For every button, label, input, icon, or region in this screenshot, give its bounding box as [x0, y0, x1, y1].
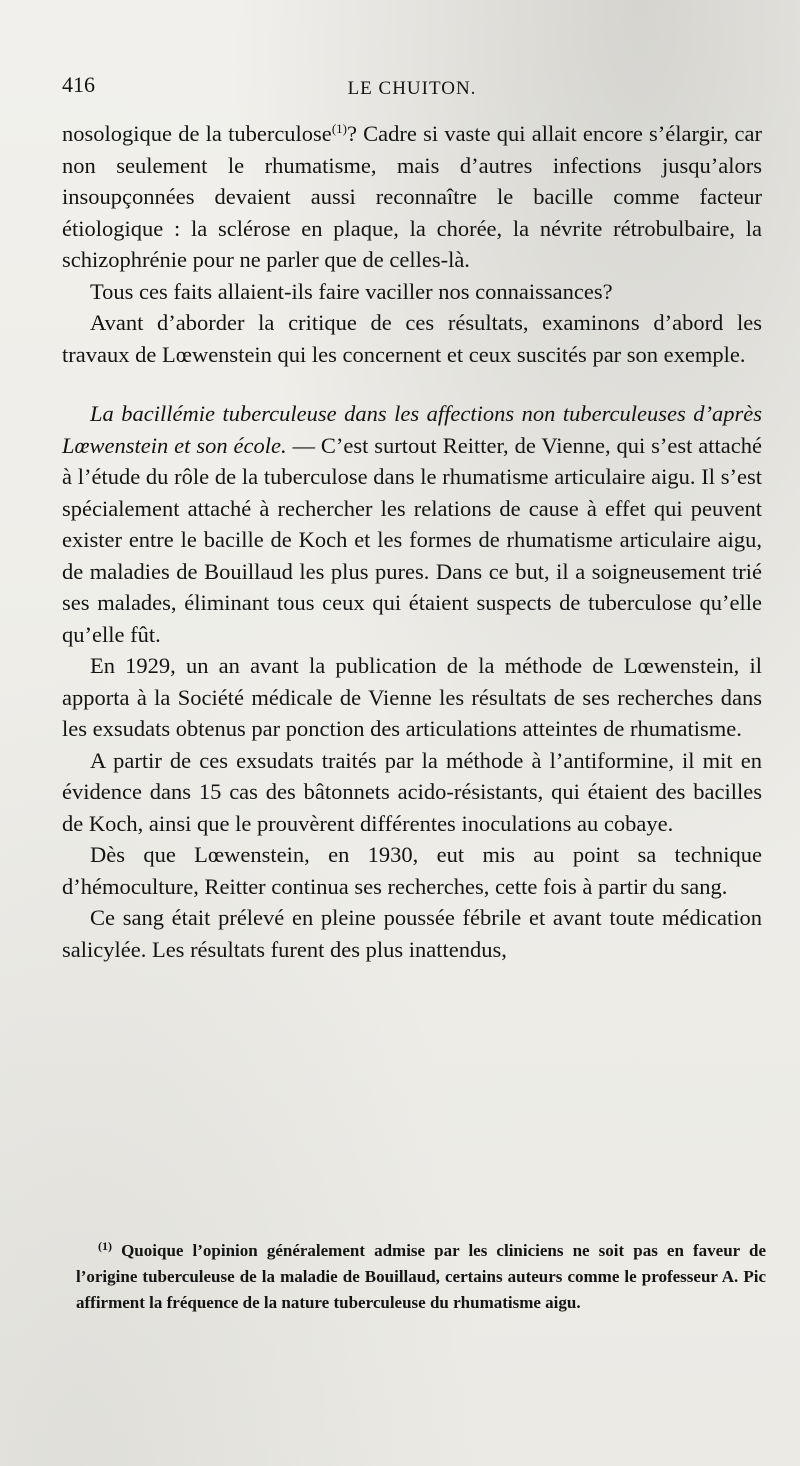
footnote-text: Quoique l’opinion généralement admise par les cliniciens ne soit pas en faveur de l’origine tuberculeuse de la maladie de Bouillaud, certains auteurs comme le professeur A. Pic affirment la fréquence de la nature tuberculeuse du rhumatisme aigu.	[76, 1241, 766, 1312]
page-number: 416	[62, 72, 95, 97]
page-header	[62, 72, 762, 108]
running-head: LE CHUITON.	[347, 78, 477, 99]
paragraph-text: — C’est surtout Reitter, de Vienne, qui s’est attaché à l’étude du rôle de la tuberculose dans le rhumatisme articulaire aigu. Il s’est spécialement attaché à rechercher les relations de cause à effet qui peuvent exister entre le bacille de Koch et les formes de rhumatisme articulaire aigu, de maladies de Bouillaud les plus pures. Dans ce but, il a soigneusement trié ses malades, éliminant tous ceux qui étaient suspects de tuberculose qu’elle qu’elle fût.	[62, 432, 762, 647]
paragraph-text: ? Cadre si vaste qui allait encore s’élargir, car non seulement le rhumatisme, mais d’autres infections jusqu’alors insoupçonnées devaient aussi reconnaître le bacille comme facteur étiologique : la sclérose en plaque, la chorée, la névrite rétrobulbaire, la schizophrénie pour ne parler que de celles-là.	[62, 121, 763, 272]
body-text	[62, 118, 762, 965]
paragraph: Avant d’aborder la critique de ces résultats, examinons d’abord les travaux de Lœwenstein qui les concernent et ceux suscités par son exemple.	[62, 310, 762, 367]
paragraph: Ce sang était prélevé en pleine poussée fébrile et avant toute médication salicylée. Les résultats furent des plus inattendus,	[62, 905, 762, 962]
paragraph: Tous ces faits allaient-ils faire vaciller nos connaissances?	[90, 278, 613, 304]
section-title: La bacillémie tuberculeuse dans les affections non tuberculeuses d’après Lœwenstein et son école.	[62, 401, 762, 458]
paragraph-text: nosologique de la tuberculose	[62, 121, 332, 146]
paragraph-continued	[62, 118, 762, 276]
footnote-reference: (1)	[331, 121, 347, 136]
footnote-marker: (1)	[98, 1239, 112, 1253]
section-paragraph	[62, 398, 762, 650]
paragraph: En 1929, un an avant la publication de la méthode de Lœwenstein, il apporta à la Société médicale de Vienne les résultats de ses recherches dans les exsudats obtenus par ponction des articulations atteintes de rhumatisme.	[62, 653, 762, 741]
paragraph: A partir de ces exsudats traités par la méthode à l’antiformine, il mit en évidence dans 15 cas des bâtonnets acido-résistants, qui étaient des bacilles de Koch, ainsi que le prouvèrent différentes inoculations au cobaye.	[62, 747, 762, 836]
footnote	[76, 1238, 766, 1316]
paragraph: Dès que Lœwenstein, en 1930, eut mis au point sa technique d’hémoculture, Reitter continua ses recherches, cette fois à partir du sang.	[62, 842, 762, 899]
